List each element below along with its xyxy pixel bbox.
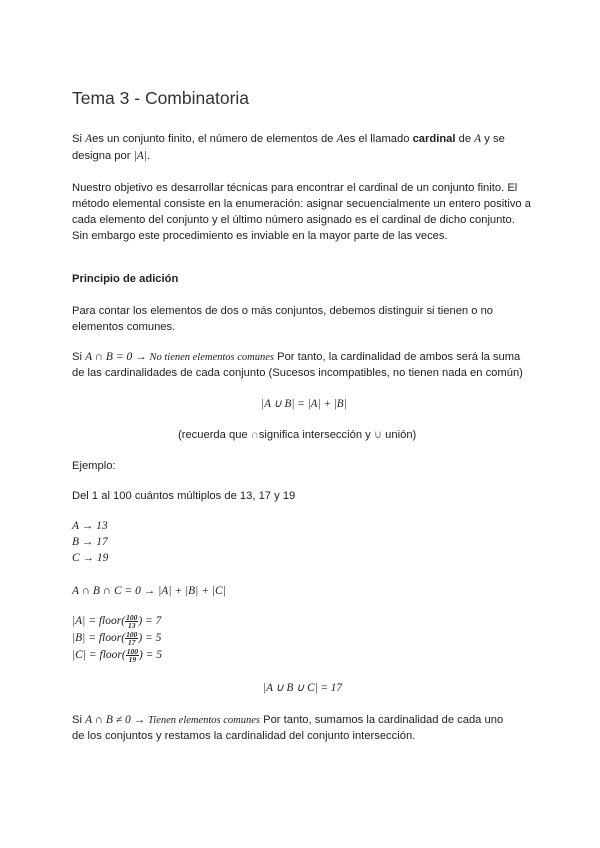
example-label: Ejemplo:	[72, 460, 116, 472]
case2-text: Por tanto, sumamos la cardinalidad de cada uno	[260, 714, 504, 726]
reminder-text: unión)	[382, 429, 417, 441]
paragraph-line: Para contar los elementos de dos o más conjuntos, debemos distinguir si tienen o no	[72, 305, 494, 317]
case1-text: Por tanto, la cardinalidad de ambos será la suma	[274, 351, 521, 363]
math-var-a: A	[336, 133, 344, 145]
math-var-a: A	[85, 133, 93, 145]
floor-lhs: |A| = floor(	[72, 615, 126, 627]
paragraph-line: Nuestro objetivo es desarrollar técnicas para encontrar el cardinal de un conjunto finito. El	[72, 182, 518, 194]
intro-line-1	[72, 131, 534, 147]
page-title: Tema 3 - Combinatoria	[72, 88, 250, 108]
fraction	[125, 631, 138, 646]
case1-line-1	[72, 349, 534, 366]
fraction-denominator: 13	[127, 620, 136, 630]
fraction-numerator: 100	[126, 612, 138, 622]
case1-formula: A ∩ B = 0 →	[85, 351, 150, 363]
case1-si: Si	[72, 351, 86, 363]
cardinal-term: cardinal	[412, 133, 456, 145]
set-line: B → 17	[72, 536, 108, 548]
fraction-numerator: 100	[126, 646, 138, 656]
intro-text: y se	[481, 133, 505, 145]
intro-text: designa por	[72, 150, 134, 162]
floor-lhs: |C| = floor(	[72, 649, 126, 661]
set-line: C → 19	[72, 552, 109, 564]
case2-si: Si	[72, 714, 86, 726]
intro-text: es el llamado	[343, 133, 413, 145]
paragraph-line: cada elemento del conjunto y el último número asignado es el cardinal de dicho conjunto.	[72, 214, 515, 226]
floor-rhs: ) = 5	[138, 649, 163, 661]
fraction	[125, 614, 138, 629]
fraction-numerator: 100	[126, 629, 138, 639]
case1-line-2: de las cardinalidades de cada conjunto (Sucesos incompatibles, no tienen nada en común)	[72, 367, 523, 379]
section-heading: Principio de adición	[72, 273, 179, 285]
fraction-denominator: 19	[128, 654, 137, 664]
floor-lhs: |B| = floor(	[72, 632, 126, 644]
paragraph-line: método elemental consiste en la enumeración: asignar secuencialmente un entero positivo a	[72, 198, 531, 210]
case2-line-2: de los conjuntos y restamos la cardinalidad del conjunto intersección.	[72, 730, 416, 742]
disjoint-formula: A ∩ B ∩ C = 0 → |A| + |B| + |C|	[72, 585, 226, 597]
union-symbol: ∪	[373, 429, 383, 441]
reminder-text: significa intersección y	[258, 429, 374, 441]
reminder-note	[178, 427, 416, 443]
math-var-a: A	[474, 133, 482, 145]
total-formula: |A ∪ B ∪ C| = 17	[263, 682, 342, 694]
case2-formula: A ∩ B ≠ 0 →	[85, 714, 149, 726]
paragraph-line: Sin embargo este procedimiento es inviable en la mayor parte de las veces.	[72, 230, 448, 242]
fraction-denominator: 17	[127, 637, 136, 647]
floor-line	[72, 630, 534, 646]
intro-text: es un conjunto finito, el número de elementos de	[92, 133, 337, 145]
fraction	[126, 648, 139, 663]
case1-label: No tienen elementos comunes	[149, 352, 274, 363]
floor-rhs: ) = 5	[138, 632, 162, 644]
intro-text: .	[146, 150, 151, 162]
example-text: Del 1 al 100 cuántos múltiplos de 13, 17 y 19	[72, 490, 296, 502]
intersection-symbol: ∩	[250, 429, 259, 441]
math-card-a: |A|	[133, 150, 147, 162]
floor-rhs: ) = 7	[138, 615, 162, 627]
intro-text: de	[455, 133, 475, 145]
union-formula: |A ∪ B| = |A| + |B|	[261, 398, 347, 410]
case2-label: Tienen elementos comunes	[148, 715, 261, 726]
floor-line	[72, 647, 534, 663]
reminder-text: (recuerda que	[178, 429, 251, 441]
intro-text: Si	[72, 133, 86, 145]
paragraph-line: elementos comunes.	[72, 321, 176, 333]
case2-line-1	[72, 712, 534, 729]
intro-line-2	[72, 148, 534, 164]
floor-line	[72, 613, 534, 629]
set-line: A → 13	[72, 520, 108, 532]
